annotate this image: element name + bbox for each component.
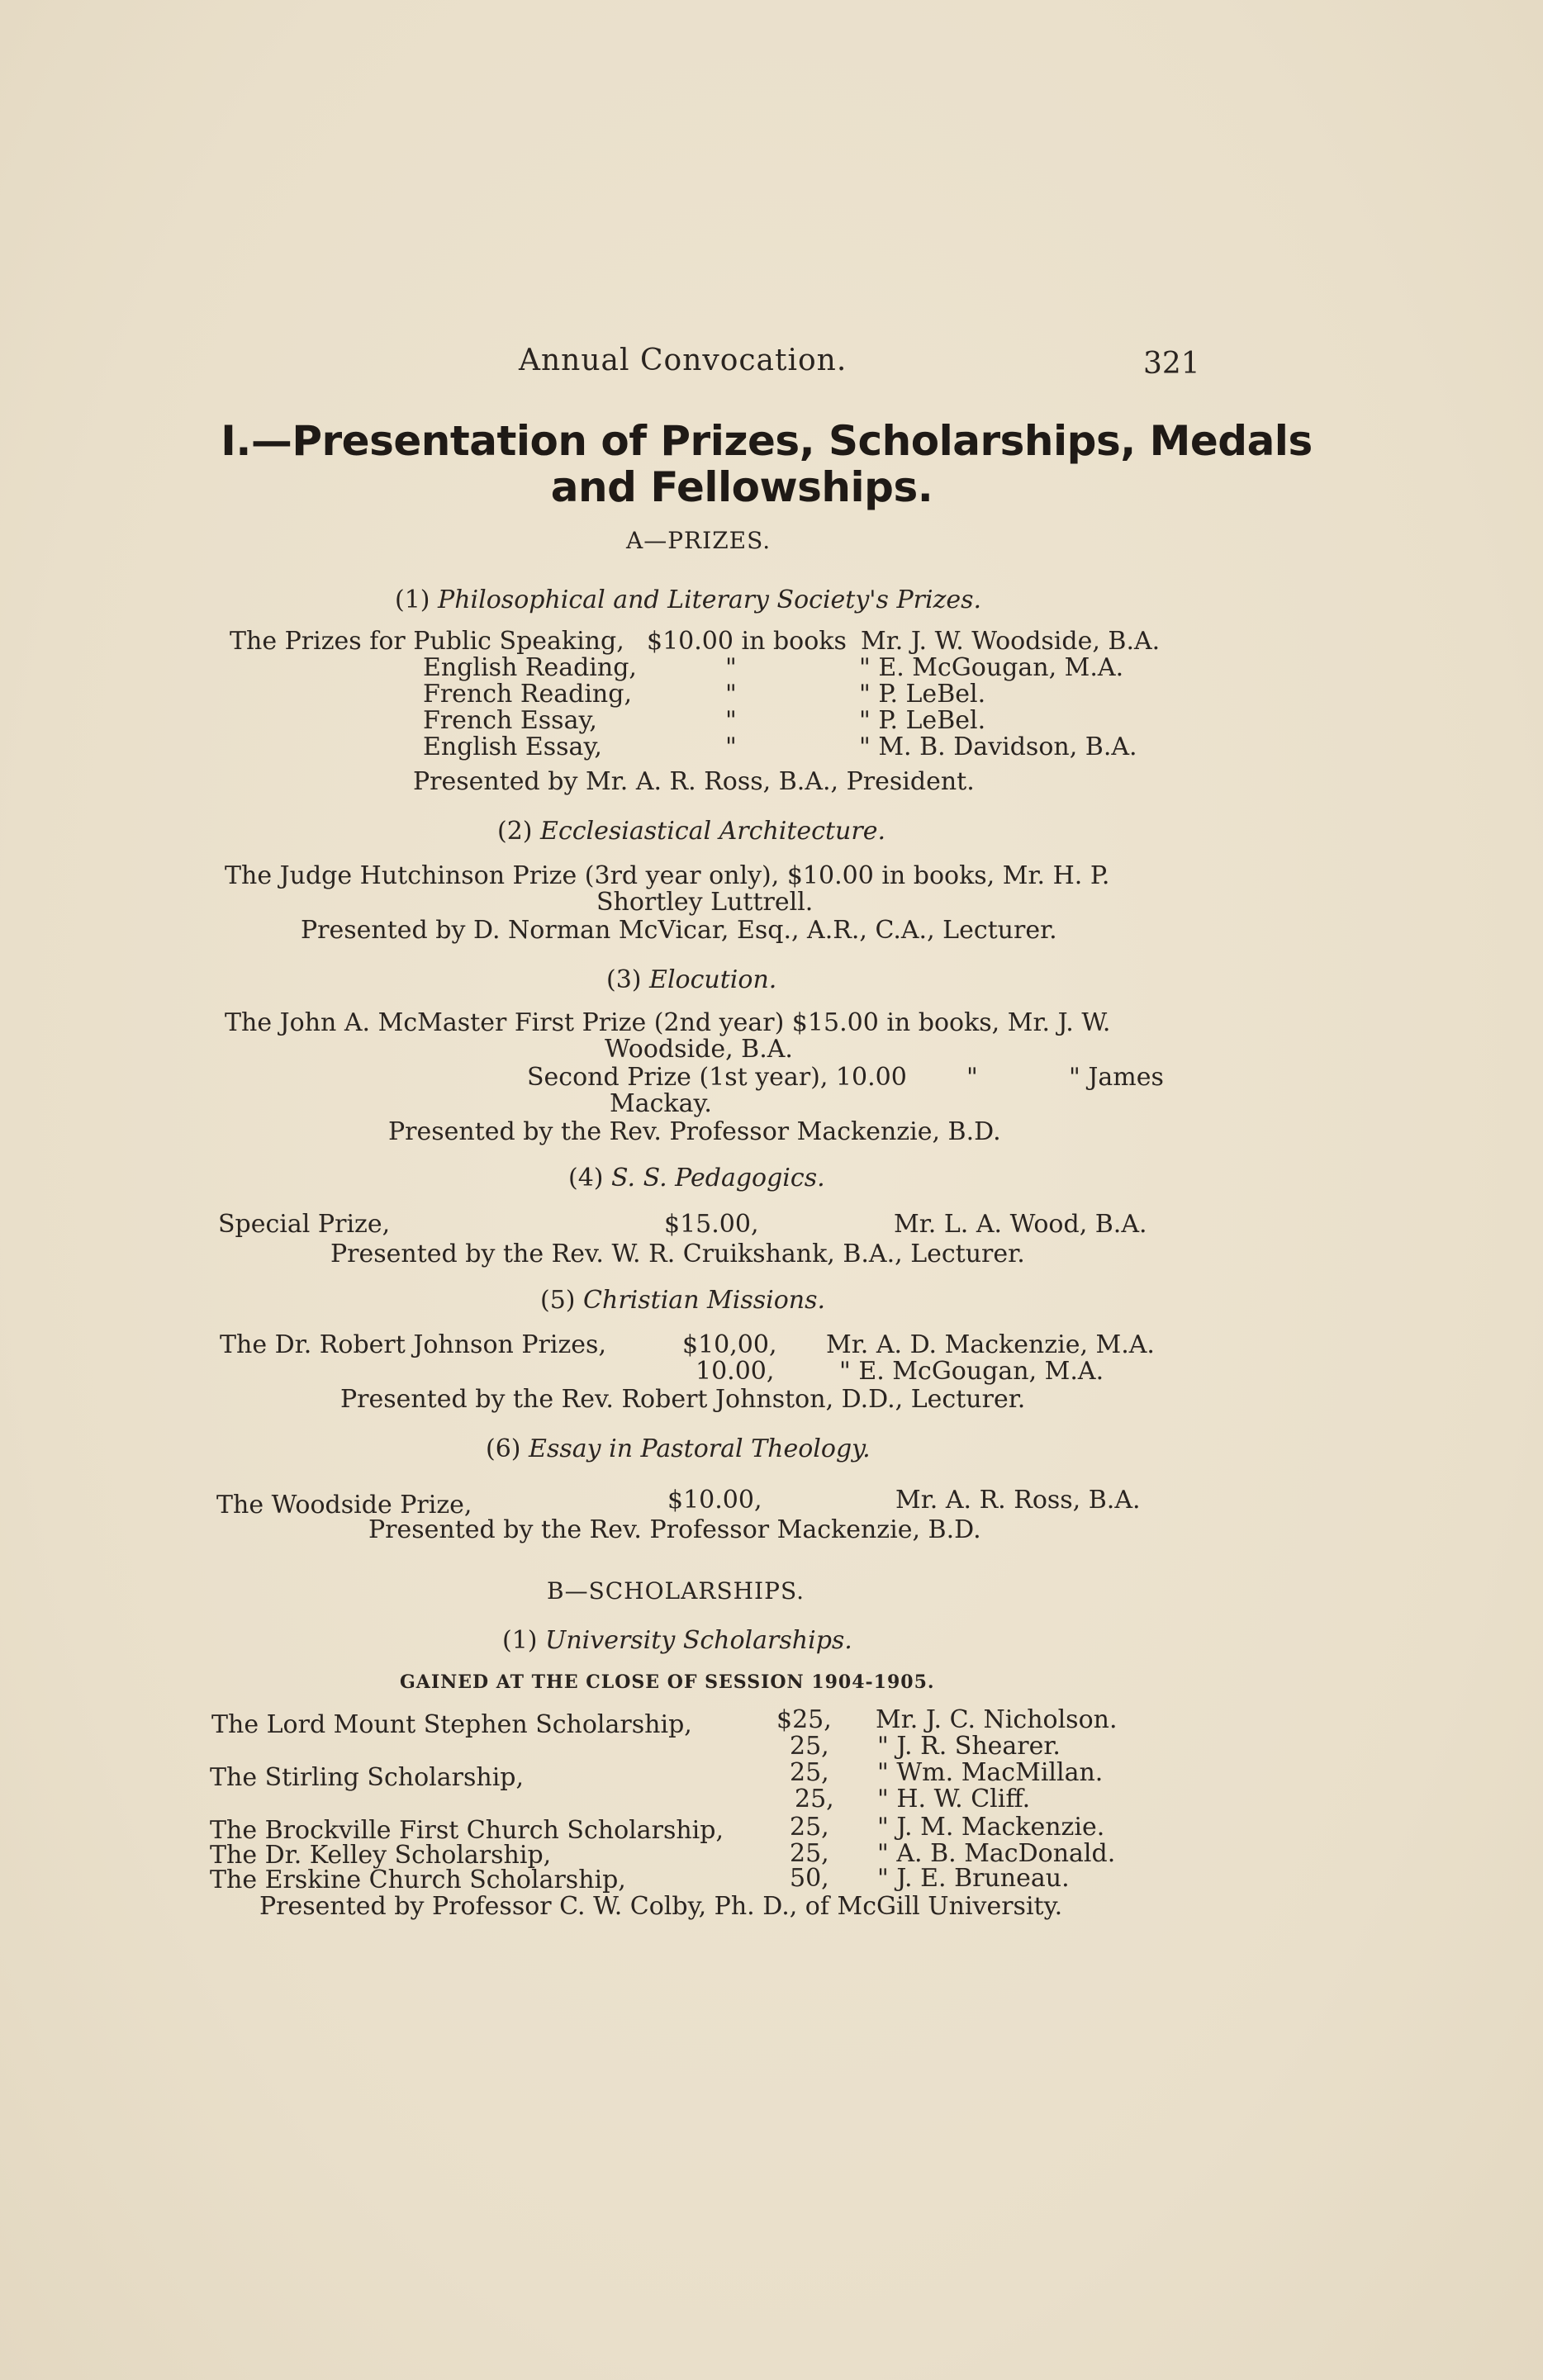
s5-label: The Dr. Robert Johnson Prizes, <box>220 1330 606 1359</box>
s3-line-3-ditto: " <box>966 1063 978 1092</box>
scholarship-row-recipient: " H. W. Cliff. <box>877 1785 1031 1813</box>
s1-presented: Presented by Mr. A. R. Ross, B.A., President. <box>413 767 975 796</box>
s5-amount: $10,00, <box>682 1330 777 1359</box>
prize-row-label: French Reading, <box>423 680 632 709</box>
scholarship-row-amount: 25, <box>790 1813 829 1842</box>
s1-num: (1) <box>395 586 430 614</box>
prize-row-amount: " <box>725 680 737 709</box>
s2-line-1: The Judge Hutchinson Prize (3rd year only), $10.00 in books, Mr. H. P. <box>225 861 1110 890</box>
scholarship-row-amount: 50, <box>790 1864 829 1893</box>
scholarship-row-amount: $25, <box>776 1705 832 1734</box>
s3-line-4: Mackay. <box>610 1089 712 1118</box>
b1-subtitle: GAINED AT THE CLOSE OF SESSION 1904-1905. <box>400 1671 935 1693</box>
scholarship-row-amount: 25, <box>790 1758 829 1787</box>
s5-recipient-2: " E. McGougan, M.A. <box>839 1357 1104 1386</box>
prize-row-amount: " <box>725 732 737 761</box>
s5-recipient: Mr. A. D. Mackenzie, M.A. <box>826 1330 1155 1359</box>
prize-row-amount: " <box>725 653 737 682</box>
s3-presented: Presented by the Rev. Professor Mackenzie, B.D. <box>388 1117 1001 1146</box>
prize-row-amount: " <box>725 706 737 735</box>
prize-row-recipient: " E. McGougan, M.A. <box>859 653 1124 682</box>
b1-presented: Presented by Professor C. W. Colby, Ph. D., of McGill University. <box>259 1892 1063 1921</box>
scholarship-row-amount: 25, <box>795 1785 834 1813</box>
section-b-title: B—SCHOLARSHIPS. <box>547 1577 805 1605</box>
scholarship-row-label: The Lord Mount Stephen Scholarship, <box>211 1710 692 1739</box>
s4-title: S. S. Pedagogics. <box>611 1164 825 1192</box>
s5-title: Christian Missions. <box>583 1286 826 1315</box>
prize-row-label: English Reading, <box>423 653 637 682</box>
running-head-title: Annual Convocation. <box>519 344 847 377</box>
scholarship-row-recipient: Mr. J. C. Nicholson. <box>876 1705 1118 1734</box>
s5-presented: Presented by the Rev. Robert Johnston, D.D., Lecturer. <box>340 1385 1026 1414</box>
s6-amount: $10.00, <box>667 1486 762 1515</box>
scholarship-row-amount: 25, <box>790 1732 829 1761</box>
s2-line-2: Shortley Luttrell. <box>596 888 814 917</box>
prize-row-recipient: Mr. J. W. Woodside, B.A. <box>861 627 1161 656</box>
s6-presented: Presented by the Rev. Professor Mackenzie, B.D. <box>368 1515 981 1544</box>
scholarship-row-amount: 25, <box>790 1839 829 1868</box>
prize-row-label: English Essay, <box>423 732 602 761</box>
s1-heading <box>395 586 981 614</box>
s6-title: Essay in Pastoral Theology. <box>529 1434 871 1463</box>
s6-heading <box>486 1435 871 1463</box>
heading-line-2: and Fellowships. <box>550 463 933 511</box>
prize-row-recipient: " P. LeBel. <box>859 706 986 735</box>
scholarship-row-label: The Brockville First Church Scholarship, <box>210 1816 724 1845</box>
s3-heading <box>606 966 776 994</box>
scholarship-row-recipient: " J. M. Mackenzie. <box>877 1813 1105 1842</box>
s4-label: Special Prize, <box>218 1210 391 1239</box>
scholarship-row-label: The Erskine Church Scholarship, <box>210 1866 626 1894</box>
s2-title: Ecclesiastical Architecture. <box>540 817 885 846</box>
scholarship-row-recipient: " J. E. Bruneau. <box>877 1864 1070 1893</box>
prize-row-label: French Essay, <box>423 706 597 735</box>
b1-num: (1) <box>502 1626 538 1655</box>
scholarship-row-label: The Dr. Kelley Scholarship, <box>210 1841 552 1870</box>
section-a-title: A—PRIZES. <box>626 527 772 554</box>
s4-heading <box>568 1164 825 1192</box>
heading-line-1: I.—Presentation of Prizes, Scholarships, Medals <box>221 417 1313 465</box>
s6-recipient: Mr. A. R. Ross, B.A. <box>895 1486 1141 1515</box>
s5-heading <box>540 1287 825 1315</box>
prize-row-label: The Prizes for Public Speaking, <box>230 627 624 656</box>
s3-line-3-label: Second Prize (1st year), 10.00 <box>527 1063 907 1092</box>
b1-heading <box>502 1627 852 1655</box>
s2-presented: Presented by D. Norman McVicar, Esq., A.R., C.A., Lecturer. <box>301 916 1057 945</box>
scholarship-row-recipient: " A. B. MacDonald. <box>877 1839 1116 1868</box>
scholarship-row-recipient: " Wm. MacMillan. <box>877 1758 1104 1787</box>
s6-label: The Woodside Prize, <box>216 1491 472 1520</box>
s3-line-3-recipient: " James <box>1069 1063 1164 1092</box>
s4-amount: $15.00, <box>664 1210 759 1239</box>
b1-title: University Scholarships. <box>545 1626 852 1655</box>
s3-line-2: Woodside, B.A. <box>605 1035 793 1064</box>
s3-line-1: The John A. McMaster First Prize (2nd year) $15.00 in books, Mr. J. W. <box>225 1008 1111 1037</box>
s4-num: (4) <box>568 1164 604 1192</box>
s3-title: Elocution. <box>649 965 777 994</box>
prize-row-recipient: " P. LeBel. <box>859 680 986 709</box>
s2-heading <box>497 818 885 846</box>
prize-row-recipient: " M. B. Davidson, B.A. <box>859 732 1137 761</box>
scholarship-row-recipient: " J. R. Shearer. <box>877 1732 1061 1761</box>
s1-title: Philosophical and Literary Society's Prizes. <box>438 586 982 614</box>
prize-row-amount: $10.00 in books <box>647 627 847 656</box>
s4-recipient: Mr. L. A. Wood, B.A. <box>894 1210 1147 1239</box>
s6-num: (6) <box>486 1434 521 1463</box>
s5-amount-2: 10.00, <box>696 1357 775 1386</box>
scholarship-row-label: The Stirling Scholarship, <box>210 1763 525 1792</box>
page-number: 321 <box>1143 347 1200 381</box>
s2-num: (2) <box>497 817 533 846</box>
s4-presented: Presented by the Rev. W. R. Cruikshank, B.A., Lecturer. <box>330 1240 1025 1268</box>
s3-num: (3) <box>606 965 642 994</box>
s5-num: (5) <box>540 1286 576 1315</box>
